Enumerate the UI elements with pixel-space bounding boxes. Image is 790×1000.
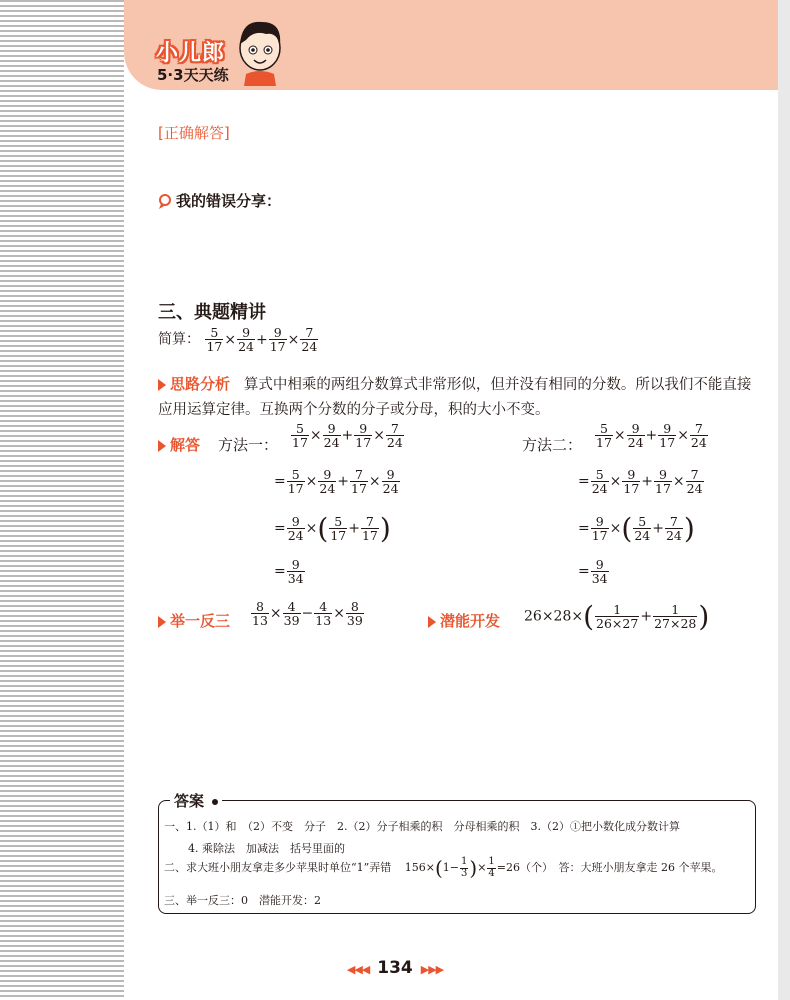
error-share-heading xyxy=(158,190,281,211)
answer-line-1: 一、1.（1）和 （2）不变 分子 2.（2）分子相乘的积 分母相乘的积 3.（2）①把小数化成分数计算 xyxy=(164,820,680,833)
dot-icon xyxy=(212,799,218,805)
page-footer xyxy=(0,958,790,978)
analysis-tag: 思路分析 xyxy=(170,375,231,393)
triangle-icon xyxy=(158,440,166,452)
problem-expression: $\frac{5}{17}$ × $\frac{9}{24}$ + $\frac{9}{17}$ × $\frac{7}{24}$ xyxy=(206,325,318,355)
analysis-block xyxy=(158,372,758,423)
answer-line-3-result: =26（个） 答：大班小朋友拿走 26 个苹果。 xyxy=(496,861,723,874)
method-1-step-3: = $\frac{9}{24}$ ×( $\frac{5}{17}$ + $\frac{7}{17}$ ) xyxy=(274,512,391,545)
answer-line-3 xyxy=(164,856,722,880)
right-margin xyxy=(778,0,790,1000)
practice-expression: $\frac{8}{13}$ × $\frac{4}{39}$ − $\frac{4}{13}$ × $\frac{8}{39}$ xyxy=(252,599,363,629)
brand-logo: 小儿郎 xyxy=(156,41,226,66)
problem-statement xyxy=(158,326,319,353)
page-number: 134 xyxy=(377,958,413,978)
triangle-icon xyxy=(428,616,436,628)
section-title: 三、典题精讲 xyxy=(158,302,266,323)
potential-expression: 26×28×( $\frac{1}{26\times 27}$ + $\frac{1}{27\times 28}$ ) xyxy=(524,600,710,633)
method-2-step-1: $\frac{5}{17}$ × $\frac{9}{24}$ + $\frac{9}{17}$ × $\frac{7}{24}$ xyxy=(596,421,707,451)
method-1-step-1: $\frac{5}{17}$ × $\frac{9}{24}$ + $\frac{9}{17}$ × $\frac{7}{24}$ xyxy=(292,421,403,451)
method-2-step-3: = $\frac{9}{17}$ ×( $\frac{5}{24}$ + $\frac{7}{24}$ ) xyxy=(578,512,695,545)
method-1-step-4: = $\frac{9}{34}$ xyxy=(274,557,304,587)
answer-line-3-text: 二、求大班小朋友拿走多少苹果时单位“1”弄错 xyxy=(164,861,392,874)
practice-heading xyxy=(158,610,230,631)
problem-prefix: 简算： xyxy=(158,331,200,348)
mascot-boy-icon xyxy=(232,14,288,86)
method-2-step-2: = $\frac{5}{24}$ × $\frac{9}{17}$ + $\frac{9}{17}$ × $\frac{7}{24}$ xyxy=(578,467,703,497)
error-share-label: 我的错误分享： xyxy=(176,192,282,210)
method-2-step-4: = $\frac{9}{34}$ xyxy=(578,557,608,587)
potential-tag: 潜能开发 xyxy=(440,612,501,630)
solution-tag: 解答 xyxy=(170,436,201,454)
method-1-step-2: = $\frac{5}{17}$ × $\frac{9}{24}$ + $\frac{7}{17}$ × $\frac{9}{24}$ xyxy=(274,467,399,497)
analysis-text: 算式中相乘的两组分数算式非常形似，但并没有相同的分数。所以我们不能直接应用运算定律。互换两个分数的分子或分母，积的大小不变。 xyxy=(158,377,752,418)
answer-line-4: 三、举一反三：0 潜能开发：2 xyxy=(164,894,321,907)
method-2-label: 方法二： xyxy=(522,436,583,454)
series-name: 5·3天天练 xyxy=(157,66,229,84)
potential-heading xyxy=(428,610,500,631)
left-stripe-margin xyxy=(0,0,124,1000)
method-1-label: 方法一： xyxy=(218,436,279,454)
practice-tag: 举一反三 xyxy=(170,612,231,630)
solution-heading xyxy=(158,434,200,455)
left-arrows-icon: ◀◀◀ xyxy=(346,963,370,976)
correct-answer-label: [正确解答] xyxy=(158,124,230,142)
right-arrows-icon: ▶▶▶ xyxy=(420,963,444,976)
answer-label-text: 答案 xyxy=(174,792,205,810)
triangle-icon xyxy=(158,379,166,391)
pen-icon xyxy=(158,194,172,210)
answer-label xyxy=(170,790,222,811)
triangle-icon xyxy=(158,616,166,628)
answer-line-2: 4. 乘除法 加减法 括号里面的 xyxy=(188,842,345,855)
answer-line-3-expression: 156×(1− $\frac{1}{3}$ )× $\frac{1}{4}$ xyxy=(404,856,495,880)
